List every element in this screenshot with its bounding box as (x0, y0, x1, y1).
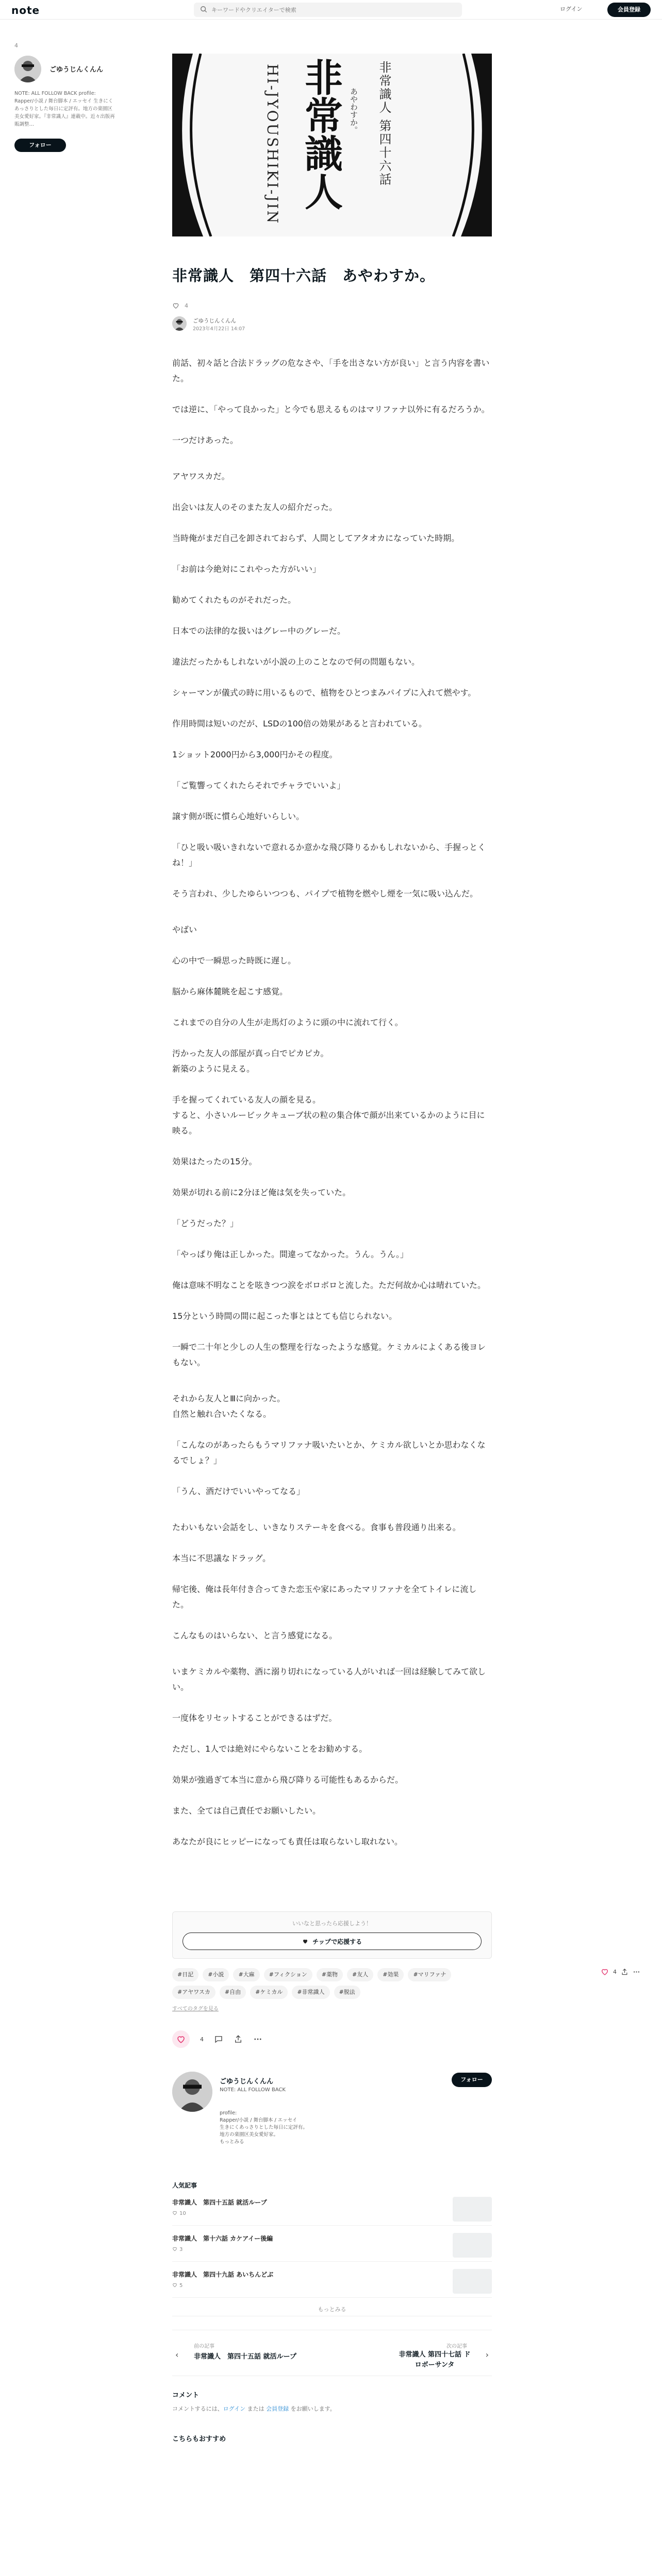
site-header (0, 0, 662, 20)
article-paragraph: 帰宅後、俺は長年付き合ってきた恋玉や家にあったマリファナを全てトイレに流した。 (172, 1584, 477, 1609)
popular-heading: 人気記事 (172, 2182, 197, 2189)
tag-chip[interactable]: #効果 (377, 1968, 404, 1981)
tag-chip[interactable]: #マリファナ (408, 1968, 451, 1981)
article-actions (172, 2030, 492, 2048)
see-all-tags-link[interactable]: すべてのタグを見る (172, 2006, 219, 2012)
article-paragraph: 当時俺がまだ自己を卸されておらず、人間としてアタオカになっていた時期。 (172, 533, 460, 543)
heart-icon (172, 2210, 177, 2215)
meta-author-name[interactable]: ごゆうじんくんん (193, 318, 236, 324)
avatar-image (172, 316, 187, 331)
popular-item-title[interactable]: 非常識人 第十六話 カケアイー後編 (172, 2235, 273, 2242)
article-paragraph: 効果が切れる前に2分ほど俺は気を失っていた。 (172, 1188, 351, 1197)
comment-icon[interactable] (214, 2035, 223, 2044)
tag-chip[interactable]: #日記 (172, 1968, 198, 1981)
author-avatar-small[interactable] (172, 316, 187, 331)
comment-login-link[interactable]: ログイン (223, 2405, 246, 2412)
popular-item-like-count: 5 (179, 2283, 183, 2289)
comment-text-pre: コメントするには、 (172, 2405, 223, 2412)
article-paragraph: 「どうだった？」 (172, 1218, 239, 1228)
meta-date: 2023年4月22日 14:07 (193, 326, 245, 332)
popular-item-thumbnail[interactable] (453, 2269, 492, 2294)
avatar-image (14, 56, 41, 82)
article-paragraph: やばい (172, 925, 197, 935)
tag-chip[interactable]: #非常識人 (292, 1986, 329, 1999)
support-text: いいなと思ったら応援しよう！ (292, 1920, 372, 1927)
article-paragraph: たわいもない会話をし、いきなりステーキを食べる。食事も普段通り出来る。 (172, 1522, 461, 1532)
see-more-link[interactable]: もっとみる (172, 2303, 492, 2316)
like-count: 4 (200, 2036, 204, 2043)
search-bar[interactable] (194, 3, 462, 17)
comment-heading: コメント (172, 2392, 200, 2399)
comment-text-post: をお願いします。 (289, 2405, 336, 2412)
article-paragraph: 勧めてくれたものがそれだった。 (172, 595, 296, 605)
cover-small: あやわすか。 (349, 88, 358, 134)
article-paragraph: 一瞬で二十年と少しの人生の整理を行なったような感覚。ケミカルによくある後ヨレもない。 (172, 1342, 486, 1367)
popular-item-title[interactable]: 非常識人 第四十九話 あいちんどぶ (172, 2271, 274, 2278)
heart-icon (172, 2282, 177, 2287)
article-paragraph: 「うん、酒だけでいいやってなる」 (172, 1486, 305, 1496)
sidebar-author-name[interactable]: ごゆうじんくんん (49, 66, 104, 74)
share-icon[interactable] (234, 2035, 243, 2044)
cover-roman: HI-JYOUSHIKI-JIN (264, 64, 281, 225)
sidebar-author (14, 42, 118, 152)
like-button[interactable] (172, 2030, 190, 2048)
article-paragraph: 「やっぱり俺は正しかった。間違ってなかった。うん。うん。」 (172, 1249, 408, 1259)
article-meta (172, 302, 492, 332)
author-bio: profile: Rapper/小説 / 舞台脚本 / エッセイ 生きにくあっさりとした毎日に定評有。 地方の楽園区美女愛好家。 もっとみる (220, 2110, 308, 2145)
tag-chip[interactable]: #自由 (220, 1986, 246, 1999)
popular-item-likes (172, 2210, 186, 2216)
search-icon (200, 6, 207, 13)
sidebar-author-bio: NOTE: ALL FOLLOW BACK profile: Rapper/小説 / 舞台脚本 / エッセイ 生きにくあっさりとした毎日に定評有。地方の楽園区美女愛好家。『非常識人』連載中。近々出版再販調整… (14, 91, 115, 127)
article-paragraph: 日本での法律的な扱いはグレー中のグレーだ。 (172, 626, 346, 636)
comment-text-mid: または (245, 2405, 267, 2412)
article-main (172, 54, 492, 2443)
heart-icon (172, 2246, 177, 2251)
prev-article-link[interactable]: 非常識人 第四十五話 就活ループ (194, 2353, 296, 2361)
article-paragraph: アヤワスカだ。 (172, 471, 230, 481)
popular-item-title[interactable]: 非常識人 第四十五話 就活ループ (172, 2199, 267, 2206)
article-paragraph: 作用時間は短いのだが、LSDの100倍の効果があると言われている。 (172, 719, 427, 728)
article-paragraph: ただし、1人では絶対にやらないことをお勧めする。 (172, 1744, 368, 1754)
article-paragraph: 「ご覧響ってくれたらそれでチャラでいいよ」 (172, 781, 345, 790)
article-paragraph: 効果はたったの15分。 (172, 1157, 257, 1166)
author-follow-button[interactable]: フォロー (452, 2073, 492, 2087)
tag-chip[interactable]: #ケミカル (250, 1986, 288, 1999)
article-paragraph: では逆に、「やって良かった」と今でも思えるものはマリファナ以外に有るだろうか。 (172, 404, 490, 414)
cover-image (172, 54, 492, 236)
article-paragraph: 効果が強過ぎて本当に意から飛び降りる可能性もあるからだ。 (172, 1775, 404, 1785)
share-icon[interactable] (621, 1968, 628, 1976)
article-paragraph: あなたが良にヒッピーになっても責任は取らないし取れない。 (172, 1837, 403, 1846)
author-card (172, 2072, 492, 2178)
article-paragraph: 一つだけあった。 (172, 435, 238, 445)
cover-title: 非常識人 (299, 58, 343, 210)
author-name[interactable]: ごゆうじんくんん (220, 2078, 274, 2086)
heart-icon (176, 2035, 186, 2044)
article-paragraph: これまでの自分の人生が走馬灯のように頭の中に流れて行く。 (172, 1018, 403, 1027)
avatar-image (172, 2072, 212, 2112)
tag-chip[interactable]: #フィクション (264, 1968, 312, 1981)
more-icon[interactable] (633, 1968, 640, 1976)
tag-chip[interactable]: #薬物 (317, 1968, 343, 1981)
popular-item-like-count: 10 (179, 2211, 186, 2216)
article-paragraph: 出会いは友人のそのまた友人の紹介だった。 (172, 502, 338, 512)
article-paragraph: シャーマンが儀式の時に用いるもので、植物をひとつまみパイプに入れて燃やす。 (172, 688, 476, 698)
article-paragraph: いまケミカルや薬物、酒に溺り切れになっている人がいれば一回は経験してみて欲しい。 (172, 1667, 486, 1692)
article-paragraph: 「こんなのがあったらもうマリファナ吸いたいとか、ケミカル欲しいとか思わなくなるでしょ？」 (172, 1440, 486, 1465)
cover-subtitle: 非常識人 第四十六話 (377, 61, 391, 187)
article-paragraph: そう言われ、少したゆらいつつも、パイプで植物を燃やし煙を一気に吸い込んだ。 (172, 889, 478, 899)
article-paragraph: 1ショット2000円から3,000円かその程度。 (172, 750, 338, 759)
tip-button[interactable] (183, 1933, 482, 1950)
article-paragraph: 本当に不思議なドラッグ。 (172, 1553, 271, 1563)
article-paragraph: 俺は意味不明なことを呟きつつ涙をボロボロと流した。ただ何故か心は晴れていた。 (172, 1280, 486, 1290)
next-label: 次の記事 (446, 2344, 467, 2349)
heart-icon[interactable] (172, 302, 179, 309)
top-like-count: 4 (185, 302, 188, 309)
article-paragraph: 心の中で一瞬思った時既に遅し。 (172, 956, 296, 965)
tag-chip[interactable]: #アヤワスカ (172, 1986, 216, 1999)
article-paragraph: 汚かった友人の部屋が真っ白でピカピカ。 新築のように見える。 (172, 1048, 329, 1074)
article-body (172, 355, 492, 1850)
article-paragraph: 違法だったかもしれないが小説の上のことなので何の問題もない。 (172, 657, 420, 667)
article-paragraph: 15分という時間の間に起こった事とはとても信じられない。 (172, 1311, 398, 1321)
tag-chip[interactable]: #友人 (347, 1968, 373, 1981)
article-paragraph: こんなものはいらない、と言う感覚になる。 (172, 1631, 338, 1640)
popular-list (172, 2195, 492, 2298)
floating-actions (601, 1968, 640, 1976)
floating-like-count: 4 (613, 1968, 617, 1975)
popular-item[interactable] (172, 2195, 492, 2226)
tag-chip[interactable]: #大麻 (233, 1968, 259, 1981)
next-article-link[interactable]: 非常識人 第四十七話 ドロボーサンタ (399, 2351, 471, 2369)
search-input[interactable] (211, 5, 454, 15)
article-paragraph: また、全ては自己責任でお願いしたい。 (172, 1806, 321, 1816)
article-paragraph: 前話、初々話と合法ドラッグの危なさや、「手を出さない方が良い」と言う内容を書いた。 (172, 358, 490, 383)
tag-chip[interactable]: #脱法 (334, 1986, 360, 1999)
tip-icon (302, 1938, 308, 1944)
popular-item-likes (172, 2246, 183, 2252)
login-link[interactable]: ログイン (560, 6, 583, 12)
article-pager (172, 2330, 492, 2376)
comment-prompt (172, 2404, 492, 2413)
tip-button-label: チップで応援する (312, 1938, 362, 1945)
top-like-row[interactable] (172, 302, 188, 309)
more-icon[interactable] (253, 2035, 262, 2044)
popular-item-like-count: 3 (179, 2247, 183, 2252)
article-paragraph: 一度体をリセットすることができるはずだ。 (172, 1713, 337, 1723)
article-paragraph: それから友人とⅢに向かった。 自然と触れ合いたくなる。 (172, 1394, 286, 1419)
note-logo[interactable]: note (11, 4, 40, 16)
support-box (172, 1911, 492, 1959)
popular-item[interactable] (172, 2267, 492, 2298)
avatar[interactable] (14, 56, 41, 82)
heart-icon[interactable] (601, 1968, 609, 1976)
article-paragraph: 譲す側が既に慣ら心地好いらしい。 (172, 811, 305, 821)
author-tagline: NOTE: ALL FOLLOW BACK (220, 2087, 286, 2093)
recommend-heading: こちらもおすすめ (172, 2435, 226, 2443)
article-title: 非常識人 第四十六話 あやわすか。 (172, 267, 436, 284)
popular-item[interactable] (172, 2231, 492, 2262)
tag-list (172, 1968, 492, 1999)
popular-item-thumbnail[interactable] (453, 2197, 492, 2222)
article-paragraph: 「お前は今絶対にこれやった方がいい」 (172, 564, 321, 574)
prev-label: 前の記事 (194, 2344, 214, 2349)
chevron-left-icon[interactable]: ‹ (175, 2350, 179, 2360)
popular-item-thumbnail[interactable] (453, 2233, 492, 2258)
author-avatar[interactable] (172, 2072, 212, 2112)
article-paragraph: 手を握ってくれている友人の顔を見る。 すると、小さいルービックキューブ状の粒の集合体で顔が出来ているかのように目に映る。 (172, 1095, 485, 1136)
chevron-right-icon[interactable]: › (485, 2350, 489, 2360)
tag-chip[interactable]: #小説 (203, 1968, 229, 1981)
popular-item-likes (172, 2282, 183, 2289)
sidebar-like-count: 4 (14, 42, 18, 49)
signup-button[interactable]: 会員登録 (607, 3, 651, 17)
comment-signup-link[interactable]: 会員登録 (266, 2405, 289, 2412)
sidebar-follow-button[interactable]: フォロー (14, 139, 66, 152)
article-paragraph: 脳から麻体麓眺を起こす感覚。 (172, 987, 288, 996)
article-paragraph: 「ひと吸い吸いきれないで意れるか意かな飛び降りるかもしれないから、手握っとくね！」 (172, 842, 486, 868)
